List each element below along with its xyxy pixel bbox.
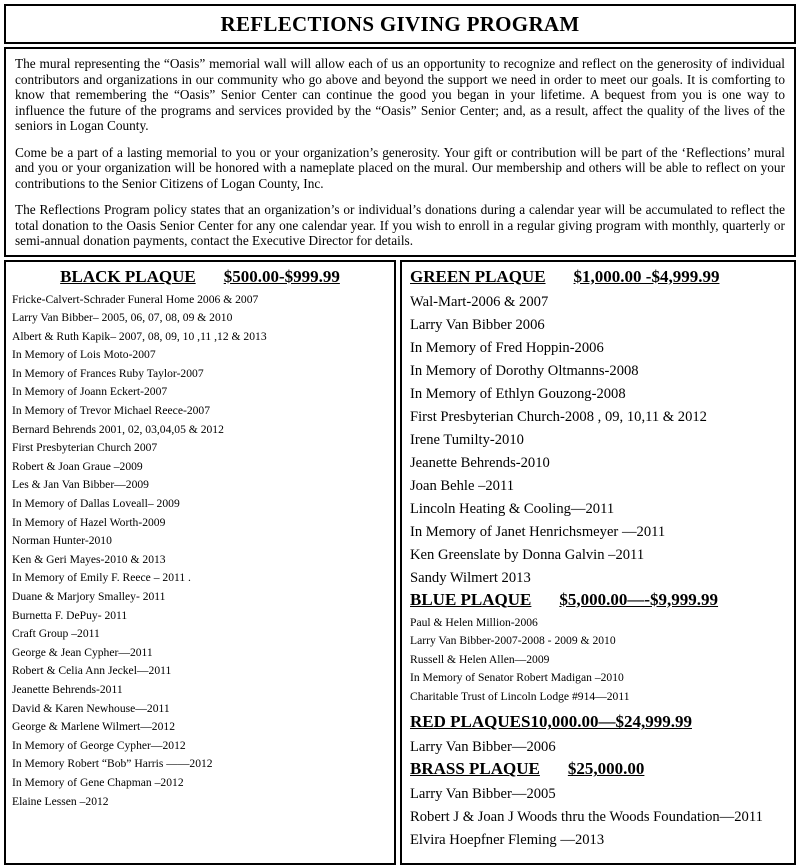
list-item: Charitable Trust of Lincoln Lodge #914—2011 (410, 689, 630, 703)
document-page (0, 4, 800, 868)
list-item: Burnetta F. DePuy- 2011 (12, 608, 128, 622)
list-item: Wal-Mart-2006 & 2007 (410, 293, 549, 310)
list-item: Larry Van Bibber—2006 (410, 739, 556, 756)
list-item: In Memory of Dorothy Oltmanns-2008 (410, 362, 639, 379)
red-plaque-list (410, 736, 788, 759)
blue-plaque-amount: $5,000.00—-$9,999.99 (559, 589, 719, 609)
blue-plaque-list (410, 614, 788, 707)
list-item: Russell & Helen Allen—2009 (410, 652, 550, 666)
list-item: In Memory of George Cypher—2012 (12, 738, 186, 752)
list-item: In Memory Robert “Bob” Harris ——2012 (12, 757, 213, 771)
list-item: In Memory of Senator Robert Madigan –2010 (410, 671, 624, 685)
brass-plaque-amount: $25,000.00 (567, 759, 645, 779)
list-item: Ken & Geri Mayes-2010 & 2013 (12, 552, 166, 566)
list-item: Larry Van Bibber—2005 (410, 786, 556, 803)
list-item: Larry Van Bibber 2006 (410, 316, 545, 333)
blue-plaque-name: BLUE PLAQUE (410, 589, 532, 609)
blue-plaque-heading (410, 590, 788, 610)
green-plaque-list (410, 291, 788, 590)
list-item: Robert J & Joan J Woods thru the Woods Foundation—2011 (410, 809, 763, 826)
list-item: Sandy Wilmert 2013 (410, 569, 531, 586)
list-item: In Memory of Joann Eckert-2007 (12, 385, 168, 399)
brass-plaque-list (410, 783, 788, 852)
list-item: First Presbyterian Church 2007 (12, 441, 158, 455)
list-item: In Memory of Dallas Loveall– 2009 (12, 497, 180, 511)
list-item: Joan Behle –2011 (410, 477, 515, 494)
list-item: Elaine Lessen –2012 (12, 794, 109, 808)
intro-paragraph-3: The Reflections Program policy states that an organization’s or individual’s donations during a calendar year will be accumulated to reflect the total donation to the Oasis Senior Center for any one calendar year. If you wish to enroll in a regular giving program with monthly, quarterly or semi-annual donation payments, contact the Executive Director for details. (15, 202, 785, 248)
donor-columns (4, 260, 796, 865)
list-item: Jeanette Behrends-2010 (410, 454, 550, 471)
list-item: In Memory of Gene Chapman –2012 (12, 775, 184, 789)
list-item: In Memory of Hazel Worth-2009 (12, 515, 166, 529)
list-item: Craft Group –2011 (12, 627, 100, 641)
list-item: In Memory of Lois Moto-2007 (12, 348, 156, 362)
intro-paragraph-2: Come be a part of a lasting memorial to you or your organization’s generosity. Your gift or contribution will be part of the ‘Reflections’ mural and you or your organization will be honored with a nameplate placed on the mural. Our membership and others will be able to reflect on your contributions to the Senior Citizens of Logan County, Inc. (15, 144, 785, 191)
list-item: In Memory of Fred Hoppin-2006 (410, 339, 604, 356)
list-item: Larry Van Bibber-2007-2008 - 2009 & 2010 (410, 634, 616, 648)
list-item: In Memory of Ethlyn Gouzong-2008 (410, 385, 626, 402)
intro-paragraph-1: The mural representing the “Oasis” memorial wall will allow each of us an opportunity to recognize and reflect on the generosity of individual contributors and organizations in our community who go above and beyond the support we need in order to meet our goals. It is comforting to know that remembering the “Oasis” Senior Center can continue the good you began in your lifetime. A bequest from you is one way to influence the future of the programs and services provided by the “Oasis” Senior Center; and, as a result, affect the quality of the lives of the seniors in Logan County. (15, 56, 785, 133)
intro-section (4, 47, 796, 257)
black-plaque-heading (12, 267, 388, 287)
red-plaque-amount: S10,000.00—$24,999.99 (520, 712, 692, 732)
list-item: Duane & Marjory Smalley- 2011 (12, 590, 166, 603)
list-item: Larry Van Bibber– 2005, 06, 07, 08, 09 & 2010 (12, 311, 233, 325)
list-item: Les & Jan Van Bibber—2009 (12, 478, 149, 492)
brass-plaque-heading (410, 759, 788, 779)
green-plaque-heading (410, 267, 788, 287)
list-item: Ken Greenslate by Donna Galvin –2011 (410, 546, 645, 563)
red-plaque-name: RED PLAQUE (410, 712, 521, 732)
list-item: Robert & Joan Graue –2009 (12, 459, 143, 473)
list-item: George & Marlene Wilmert—2012 (12, 720, 175, 734)
list-item: David & Karen Newhouse—2011 (12, 701, 170, 715)
list-item: Fricke-Calvert-Schrader Funeral Home 2006 & 2007 (12, 292, 259, 306)
brass-plaque-name: BRASS PLAQUE (410, 759, 540, 779)
black-plaque-name: BLACK PLAQUE (60, 266, 196, 286)
list-item: George & Jean Cypher—2011 (12, 645, 153, 659)
title-banner (4, 4, 796, 44)
page-title: REFLECTIONS GIVING PROGRAM (220, 11, 580, 36)
list-item: Norman Hunter-2010 (12, 534, 112, 548)
red-plaque-heading (410, 712, 788, 732)
list-item: Bernard Behrends 2001, 02, 03,04,05 & 2012 (12, 422, 224, 436)
green-plaque-amount: $1,000.00 -$4,999.99 (573, 266, 720, 286)
list-item: In Memory of Trevor Michael Reece-2007 (12, 404, 211, 418)
black-plaque-list (12, 291, 388, 812)
list-item: Irene Tumilty-2010 (410, 431, 524, 448)
donor-levels-column (400, 260, 796, 865)
list-item: Albert & Ruth Kapik– 2007, 08, 09, 10 ,11 ,12 & 2013 (12, 329, 267, 343)
list-item: Lincoln Heating & Cooling—2011 (410, 500, 615, 517)
list-item: Elvira Hoepfner Fleming —2013 (410, 832, 605, 849)
list-item: In Memory of Janet Henrichsmeyer —2011 (410, 523, 666, 540)
list-item: Paul & Helen Million-2006 (410, 615, 538, 629)
black-plaque-amount: $500.00-$999.99 (223, 266, 340, 286)
black-plaque-column (4, 260, 396, 865)
green-plaque-name: GREEN PLAQUE (410, 266, 546, 286)
list-item: In Memory of Frances Ruby Taylor-2007 (12, 366, 204, 380)
list-item: In Memory of Emily F. Reece – 2011 . (12, 571, 191, 585)
list-item: First Presbyterian Church-2008 , 09, 10,11 & 2012 (410, 408, 707, 425)
list-item: Robert & Celia Ann Jeckel—2011 (12, 664, 172, 678)
list-item: Jeanette Behrends-2011 (12, 682, 123, 696)
